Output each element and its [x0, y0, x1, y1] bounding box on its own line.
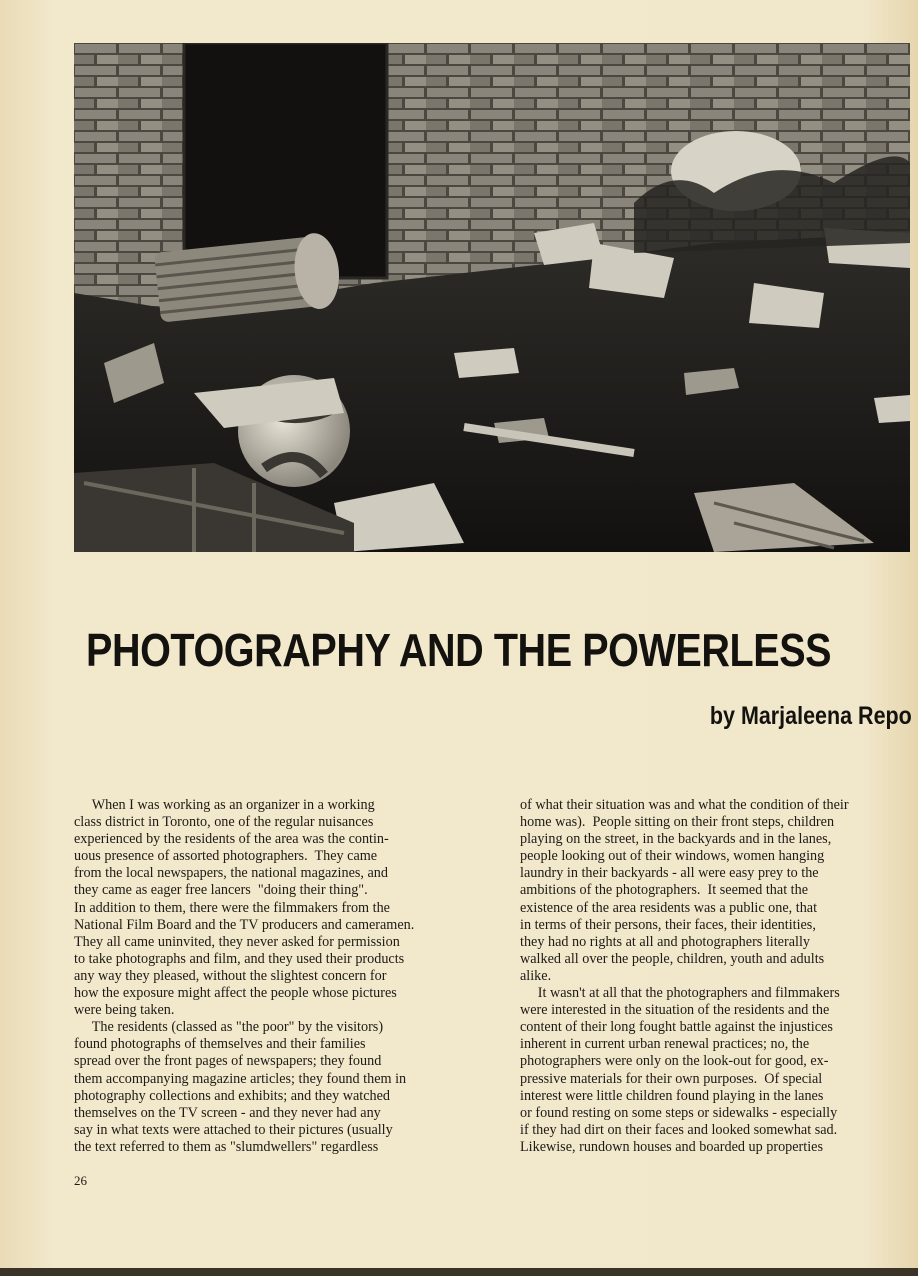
paragraph: The residents (classed as "the poor" by the visitors) found photographs of themselves and their families spread over the front pages of newspapers; they found them accompanying magazine articles; they found them in photography collections and exhibits; and they watched themselves on the TV screen - and they never had any say in what texts were attached to their pictures (usually the text referred to them as "slumdwellers" regardless — [74, 1019, 407, 1155]
left-text-column — [74, 797, 478, 1156]
paragraph: It wasn't at all that the photographers and filmmakers were interested in the situation of the residents and the content of their long fought battle against the injustices inherent in current urban renewal practices; no, the photographers were only on the look-out for good, ex- pressive materials for their own purposes. Of special interest were little children found playing in the lanes or found resting on some steps or sidewalks - especially if they had dirt on their faces and looked somewhat sad. Likewise, rundown houses and boarded up properties — [520, 985, 840, 1155]
paragraph: of what their situation was and what the condition of their home was). People sitting on their front steps, children playing on the street, in the backyards and in the lanes, people looking out of their windows, women hanging laundry in their backyards - all were easy prey to the ambitions of the photographers. It seemed that the existence of the area residents was a public one, that in terms of their persons, their faces, their identities, they had no rights at all and photographers literally walked all over the people, children, youth and adults alike. — [520, 797, 849, 984]
trash-scene-image — [74, 43, 910, 552]
right-text-column — [520, 797, 916, 1156]
page-bottom-edge — [0, 1268, 918, 1276]
article-title: PHOTOGRAPHY AND THE POWERLESS — [86, 624, 832, 676]
paragraph: When I was working as an organizer in a working class district in Toronto, one of the regular nuisances experienced by the residents of the area was the contin- uous presence of assorted photographers. They came from the local newspapers, the national magazines, and they came as eager free lancers "doing their thing". In addition to them, there were the filmmakers from the National Film Board and the TV producers and cameramen. They all came uninvited, they never asked for permission to take photographs and film, and they used their products any way they pleased, without the slightest concern for how the exposure might affect the people whose pictures were being taken. — [74, 797, 415, 1019]
article-photo — [74, 43, 910, 552]
article-byline: by Marjaleena Repo — [710, 702, 912, 730]
page-number: 26 — [74, 1173, 87, 1188]
